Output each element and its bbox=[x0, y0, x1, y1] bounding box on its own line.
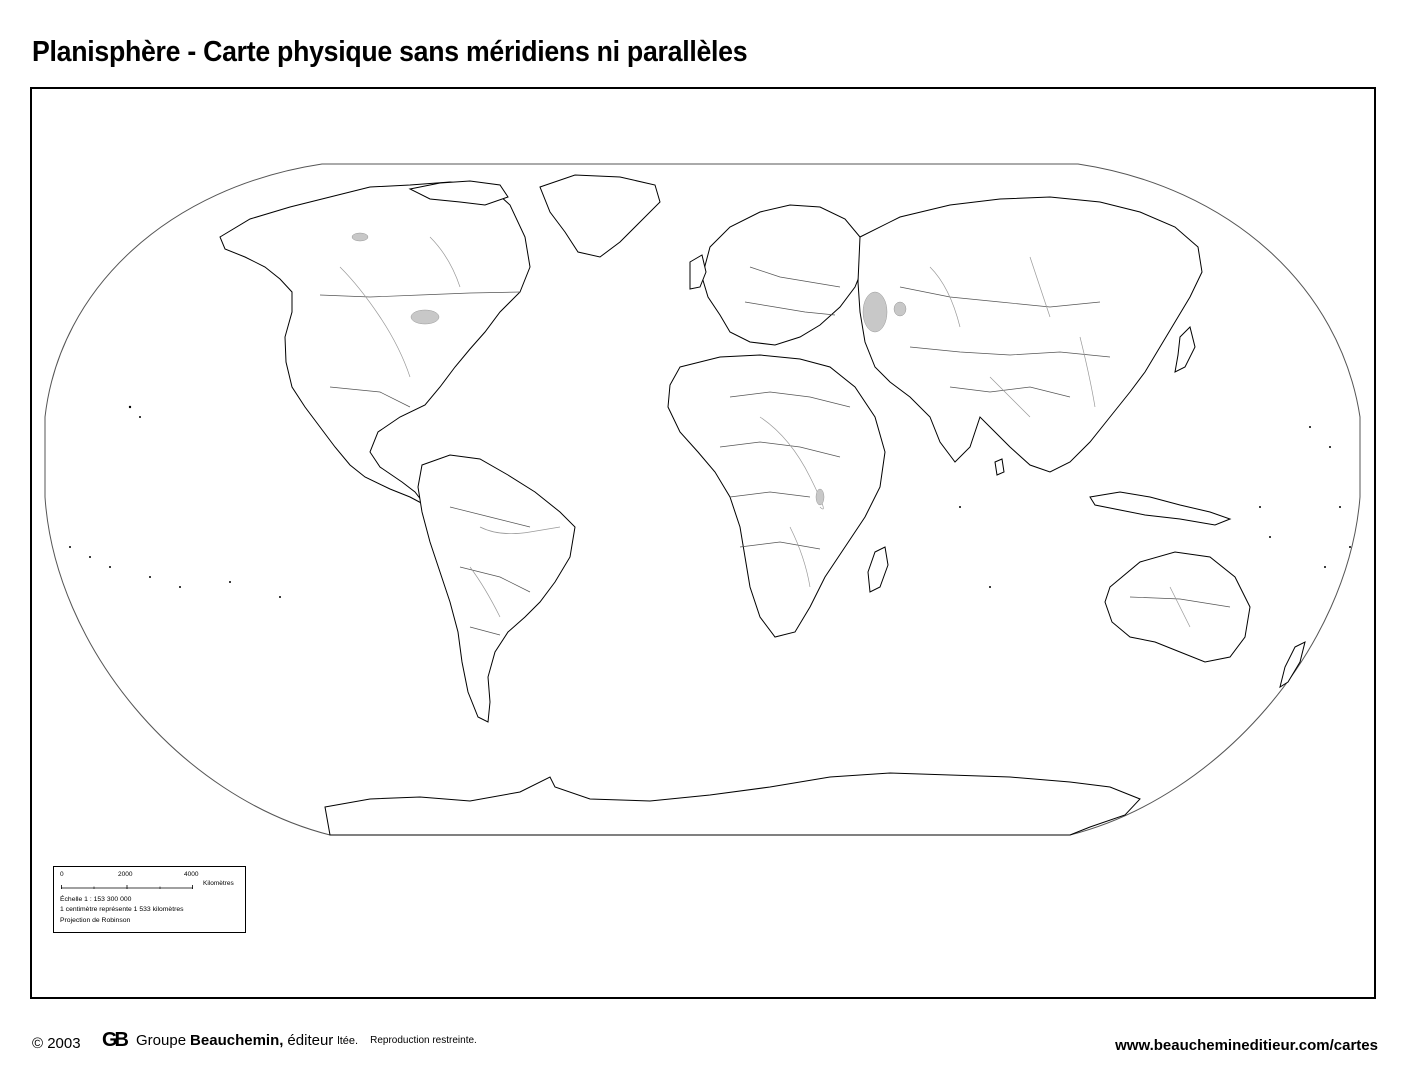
world-map bbox=[30, 87, 1376, 999]
north-america bbox=[220, 182, 530, 505]
asia bbox=[858, 197, 1202, 472]
new-zealand bbox=[1280, 642, 1305, 687]
scale-ratio: Échelle 1 : 153 300 000 bbox=[60, 896, 132, 903]
scale-equivalence: 1 centimètre représente 1 533 kilomètres bbox=[60, 906, 184, 913]
reproduction-notice: Reproduction restreinte. bbox=[370, 1035, 477, 1046]
scale-legend bbox=[53, 866, 246, 933]
scale-unit: Kilomètres bbox=[203, 880, 234, 887]
antarctica bbox=[325, 773, 1140, 835]
south-america bbox=[418, 455, 575, 722]
indonesia bbox=[1090, 492, 1230, 525]
publisher-suffix: éditeur bbox=[287, 1032, 334, 1049]
greenland bbox=[540, 175, 660, 257]
japan bbox=[1175, 327, 1195, 372]
website-link[interactable]: www.beauchemineditieur.com/cartes bbox=[1115, 1037, 1378, 1054]
map-title: Planisphère - Carte physique sans méridiens ni parallèles bbox=[32, 36, 748, 68]
publisher-prefix: Groupe bbox=[136, 1032, 187, 1049]
madagascar bbox=[868, 547, 888, 592]
scale-bar bbox=[61, 885, 193, 889]
africa bbox=[668, 355, 885, 637]
publisher bbox=[102, 1029, 477, 1052]
publisher-ltd: ltée. bbox=[337, 1034, 359, 1047]
scale-tick-4000: 4000 bbox=[184, 871, 199, 878]
copyright: © 2003 bbox=[32, 1035, 81, 1052]
projection-name: Projection de Robinson bbox=[60, 917, 131, 924]
publisher-logo: GB bbox=[102, 1029, 126, 1051]
europe bbox=[702, 205, 865, 345]
publisher-name: Beauchemin, bbox=[190, 1032, 284, 1049]
scale-tick-2000: 2000 bbox=[118, 871, 133, 878]
scale-tick-0: 0 bbox=[60, 871, 64, 878]
sri-lanka bbox=[995, 459, 1004, 475]
